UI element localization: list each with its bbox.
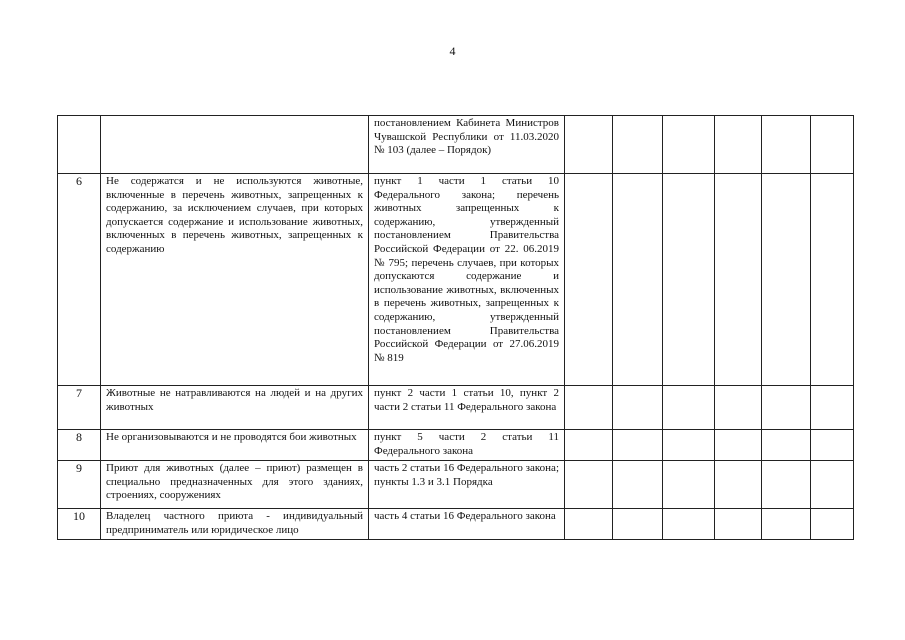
comment-cell [811,386,854,430]
no-answer-cell [613,430,663,461]
no-answer-cell [613,461,663,509]
no-answer-cell [613,174,663,386]
page-number: 4 [449,44,456,58]
legal-acts-cell: часть 4 статьи 16 Федерального закона [369,509,565,540]
not-applicable-cell [663,174,715,386]
row-number-cell: 7 [58,386,101,430]
requirement-cell: Животные не натравливаются на людей и на других животных [101,386,369,430]
yes-answer-cell [565,509,613,540]
comment-cell [811,509,854,540]
requirement-cell: Не организовываются и не проводятся бои животных [101,430,369,461]
row-number-cell: 8 [58,430,101,461]
answer-cell [762,386,811,430]
not-applicable-cell [663,430,715,461]
no-answer-cell [613,509,663,540]
yes-answer-cell [565,461,613,509]
requirement-cell: Не содержатся и не используются животные, включенные в перечень животных, запрещенных к содержанию, за исключением случаев, при которых допускается содержание и использование животных, включенных в перечень животных, запрещенных к содержанию [101,174,369,386]
legal-acts-cell: часть 2 статьи 16 Федерального закона; пункты 1.3 и 3.1 Порядка [369,461,565,509]
requirement-cell: Приют для животных (далее – приют) размещен в специально предназначенных для этого зданиях, строениях, сооружениях [101,461,369,509]
answer-cell [715,174,762,386]
not-applicable-cell [663,461,715,509]
comment-cell [811,116,854,174]
answer-cell [715,116,762,174]
requirement-cell [101,116,369,174]
checklist-table [57,115,854,540]
comment-cell [811,174,854,386]
answer-cell [762,509,811,540]
comment-cell [811,430,854,461]
legal-acts-cell: пункт 5 части 2 статьи 11 Федерального закона [369,430,565,461]
comment-cell [811,461,854,509]
row-number-cell [58,116,101,174]
table-row [58,509,854,540]
row-number-cell: 6 [58,174,101,386]
table-row [58,116,854,174]
answer-cell [762,430,811,461]
table-row [58,430,854,461]
answer-cell [715,509,762,540]
yes-answer-cell [565,116,613,174]
row-number-cell: 9 [58,461,101,509]
not-applicable-cell [663,116,715,174]
legal-acts-cell: пункт 2 части 1 статьи 10, пункт 2 части 2 статьи 11 Федерального закона [369,386,565,430]
table-row [58,461,854,509]
answer-cell [762,116,811,174]
not-applicable-cell [663,509,715,540]
table-row [58,386,854,430]
yes-answer-cell [565,174,613,386]
answer-cell [762,461,811,509]
yes-answer-cell [565,386,613,430]
requirement-cell: Владелец частного приюта - индивидуальный предприниматель или юридическое лицо [101,509,369,540]
legal-acts-cell: постановлением Кабинета Министров Чувашской Республики от 11.03.2020 № 103 (далее – Порядок) [369,116,565,174]
row-number-cell: 10 [58,509,101,540]
yes-answer-cell [565,430,613,461]
no-answer-cell [613,386,663,430]
answer-cell [715,461,762,509]
answer-cell [715,386,762,430]
answer-cell [715,430,762,461]
answer-cell [762,174,811,386]
not-applicable-cell [663,386,715,430]
no-answer-cell [613,116,663,174]
legal-acts-cell: пункт 1 части 1 статьи 10 Федерального закона; перечень животных запрещенных к содержанию, утвержденный постановлением Правительства Российской Федерации от 22. 06.2019 № 795; перечень случаев, при которых допускаются содержание и использование животных, включенных в перечень животных, запрещенных к содержанию, утвержденный постановлением Правительства Российской Федерации от 27.06.2019 № 819 [369,174,565,386]
table-row [58,174,854,386]
